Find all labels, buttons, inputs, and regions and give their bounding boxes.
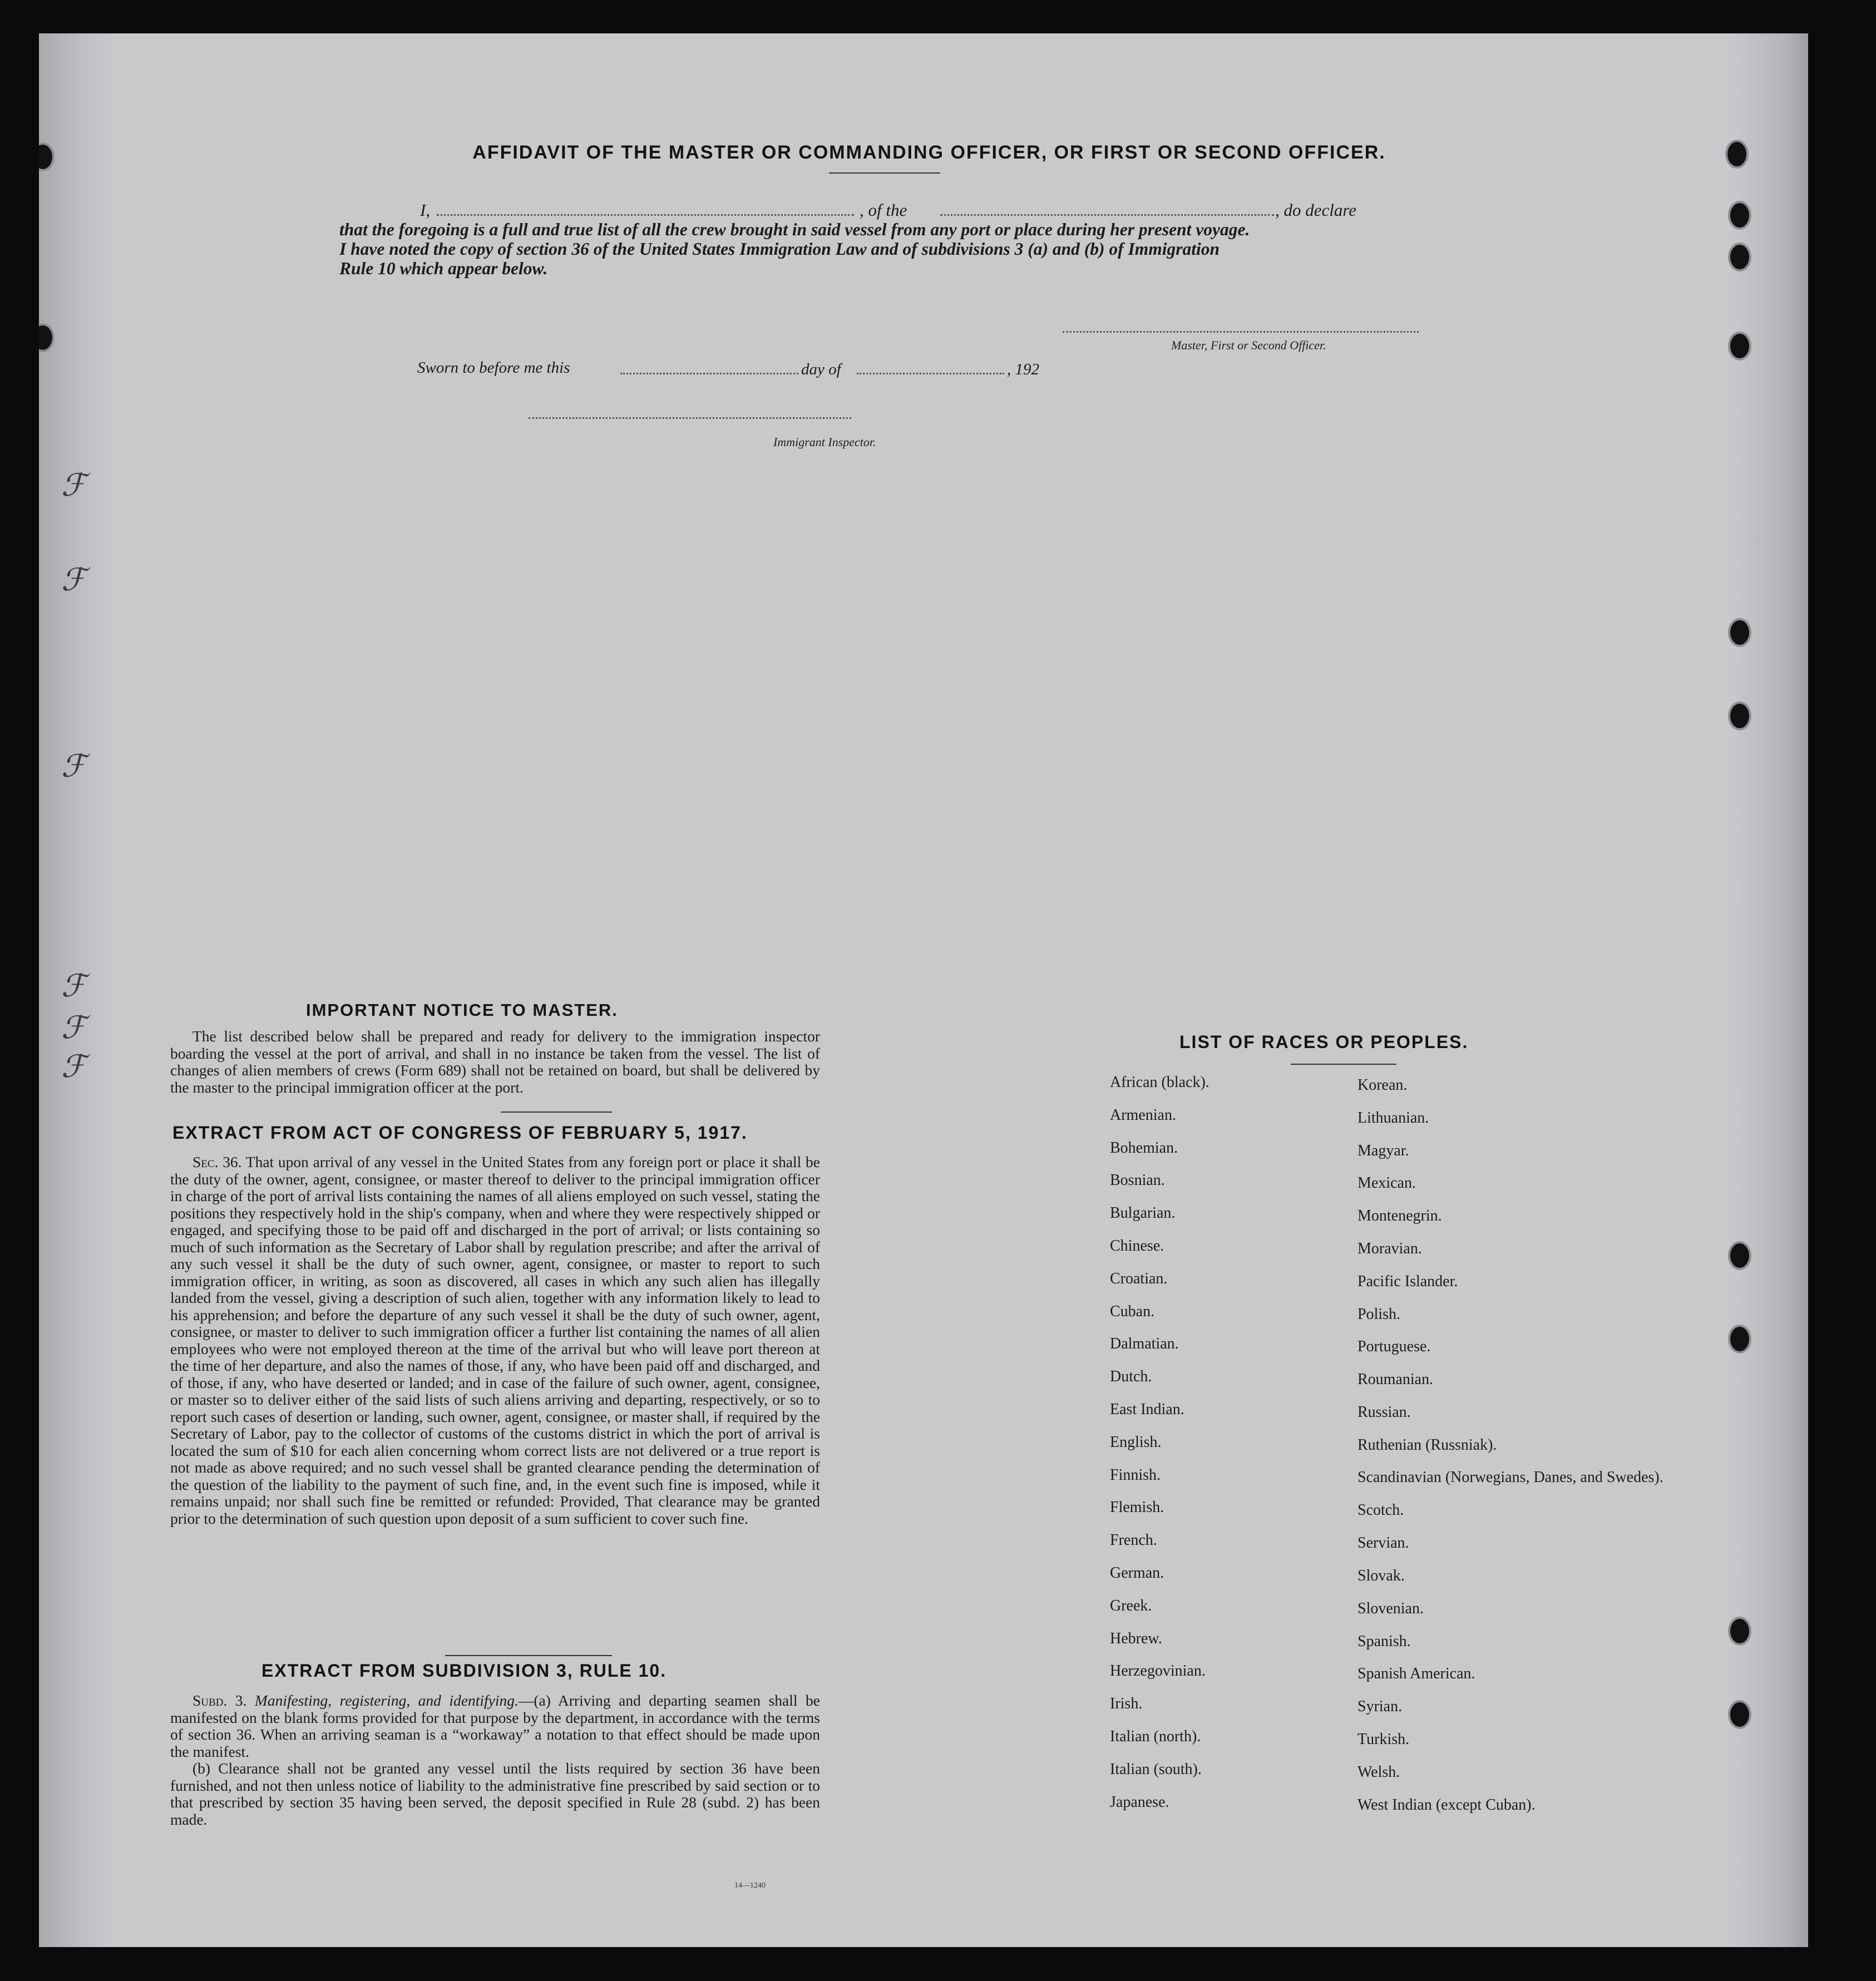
- race-item: Herzegovinian.: [1110, 1662, 1206, 1680]
- race-item: Italian (south).: [1110, 1760, 1202, 1778]
- affidavit-title: AFFIDAVIT OF THE MASTER OR COMMANDING OFFICER, OR FIRST OR SECOND OFFICER.: [472, 142, 1386, 163]
- subd-title: Manifesting, registering, and identifying.: [254, 1692, 519, 1709]
- race-item: Spanish.: [1357, 1632, 1411, 1650]
- race-item: Armenian.: [1110, 1106, 1176, 1124]
- binder-hole: [1730, 704, 1749, 728]
- notice-paragraph: The list described below shall be prepared and ready for delivery to the immigration inspector boarding the vessel at the port of arrival, and shall in no instance be taken from the vessel. The list of changes of alien members of crews (Form 689) shall not be retained on board, but shall be delivered by the master to the principal immigration officer at the port.: [170, 1027, 820, 1096]
- title-divider: [829, 172, 940, 174]
- race-item: African (black).: [1110, 1074, 1209, 1091]
- race-item: Japanese.: [1110, 1793, 1169, 1811]
- margin-mark: ℱ: [61, 968, 86, 1004]
- affidavit-line-2: that the foregoing is a full and true list of all the crew brought in said vessel from any port or place during her present voyage.: [339, 220, 1250, 239]
- race-item: Bohemian.: [1110, 1139, 1178, 1157]
- notice-text: [170, 1028, 820, 1096]
- page-right-edge: [1730, 33, 1808, 1947]
- officer-caption: Master, First or Second Officer.: [1171, 338, 1326, 352]
- rule-paragraph-a: —(a) Arriving and departing seamen shall be manifested on the blank forms provided for that purpose by the department, in accordance with the terms of section 36. When an arriving seaman is a “workaway” a notation to that effect should be made upon the manifest.: [170, 1692, 820, 1760]
- form-number: 14—1240: [734, 1881, 766, 1890]
- i-label: I,: [420, 200, 431, 220]
- margin-mark: ℱ: [61, 1049, 86, 1085]
- race-item: Welsh.: [1357, 1763, 1400, 1781]
- race-item: Finnish.: [1110, 1466, 1161, 1484]
- rule-heading: EXTRACT FROM SUBDIVISION 3, RULE 10.: [261, 1661, 667, 1681]
- race-item: Italian (north).: [1110, 1727, 1201, 1745]
- races-heading: LIST OF RACES OR PEOPLES.: [1179, 1032, 1469, 1052]
- race-item: Lithuanian.: [1357, 1109, 1429, 1127]
- race-item: Montenegrin.: [1357, 1207, 1442, 1225]
- rule-paragraph-b: (b) Clearance shall not be granted any vessel until the lists required by section 36 have been furnished, and not then unless notice of liability to the administrative fine prescribed by said section or to that prescribed by section 35 having been served, the deposit specified in Rule 28 (subd. 2) has been made.: [170, 1760, 820, 1828]
- act-text: [170, 1154, 820, 1527]
- race-item: Bosnian.: [1110, 1172, 1165, 1189]
- margin-mark: ℱ: [61, 467, 86, 503]
- race-item: Korean.: [1357, 1076, 1408, 1094]
- margin-mark: ℱ: [61, 1010, 86, 1046]
- of-the-label: , of the: [860, 200, 907, 220]
- act-paragraph: That upon arrival of any vessel in the United States from any foreign port or place it shall be the duty of the owner, agent, consignee, or master thereof to deliver to the principal immigration officer in charge of the port of arrival lists containing the names of all aliens employed on such vessel, stating the positions they respectively hold in the ship's company, when and where they were respectively shipped or engaged, and specifying those to be paid off and discharged in the port of arrival; or lists containing so much of such information as the Secretary of Labor shall by regulation prescribe; and after the arrival of any such vessel it shall be the duty of such owner, agent, consignee, or master to report to such immigration officer, in writing, as soon as discovered, all cases in which any such alien has illegally landed from the vessel, giving a description of such alien, together with any information likely to lead to his apprehension; and before the departure of any such vessel it shall be the duty of such owner, agent, consignee, or master to deliver to such immigration officer a further list containing the names of all alien employees who were not employed thereon at the time of the arrival but who will leave port thereon at the time of her departure, and also the names of those, if any, who have been paid off and discharged, and of those, if any, who have deserted or landed; and in case of the failure of such owner, agent, consignee, or master so to deliver either of the said lists of such aliens arriving and departing, respectively, or so to report such cases of desertion or landing, such owner, agent, consignee, or master shall, if required by the Secretary of Labor, pay to the collector of customs of the customs district in which the port of arrival is located the sum of $10 for each alien concerning whom correct lists are not delivered or a true report is not made as above required; and no such vessel shall be granted clearance pending the determination of the question of the liability to the payment of such fine, and, in the event such fine is imposed, while it remains unpaid; nor shall such fine be remitted or refunded: Provided, That clearance may be granted prior to the determination of such question upon deposit of a sum sufficient to cover such fine.: [170, 1153, 820, 1527]
- race-item: Irish.: [1110, 1695, 1143, 1713]
- race-item: Portuguese.: [1357, 1338, 1431, 1356]
- race-item: French.: [1110, 1532, 1157, 1549]
- race-item: German.: [1110, 1564, 1164, 1582]
- binder-hole: [1730, 334, 1749, 358]
- race-item: Scandinavian (Norwegians, Danes, and Swedes).: [1357, 1468, 1663, 1486]
- race-item: Spanish American.: [1357, 1665, 1475, 1683]
- race-item: Cuban.: [1110, 1302, 1155, 1320]
- binder-hole: [1730, 1327, 1749, 1351]
- do-declare-label: , do declare: [1275, 200, 1357, 220]
- race-item: Magyar.: [1357, 1142, 1409, 1159]
- day-of-label: day of: [801, 360, 841, 378]
- race-item: Dalmatian.: [1110, 1335, 1179, 1353]
- race-item: Russian.: [1357, 1403, 1411, 1421]
- race-item: East Indian.: [1110, 1400, 1184, 1418]
- sworn-day-field[interactable]: [620, 373, 798, 374]
- race-item: Roumanian.: [1357, 1371, 1434, 1389]
- name-field[interactable]: [437, 214, 854, 216]
- race-item: Syrian.: [1357, 1698, 1403, 1716]
- sworn-month-field[interactable]: [857, 373, 1004, 374]
- affidavit-line-4: Rule 10 which appear below.: [339, 259, 548, 278]
- race-item: Polish.: [1357, 1305, 1401, 1323]
- sworn-label: Sworn to before me this: [417, 359, 570, 377]
- race-item: Flemish.: [1110, 1499, 1164, 1516]
- race-item: Chinese.: [1110, 1237, 1164, 1254]
- binder-hole: [1730, 203, 1749, 228]
- year-label: , 192: [1007, 360, 1039, 378]
- race-item: Croatian.: [1110, 1269, 1168, 1287]
- race-item: English.: [1110, 1433, 1162, 1451]
- binder-hole: [1730, 1702, 1749, 1727]
- officer-signature-field[interactable]: [1063, 331, 1419, 333]
- act-divider: [445, 1655, 612, 1656]
- margin-mark: ℱ: [61, 562, 86, 598]
- race-item: Scotch.: [1357, 1501, 1404, 1519]
- race-item: Pacific Islander.: [1357, 1272, 1458, 1290]
- race-item: Bulgarian.: [1110, 1204, 1176, 1222]
- races-divider: [1291, 1064, 1396, 1065]
- race-item: Greek.: [1110, 1597, 1152, 1614]
- binder-hole: [1730, 620, 1749, 645]
- race-item: Turkish.: [1357, 1730, 1410, 1748]
- notice-heading: IMPORTANT NOTICE TO MASTER.: [306, 1000, 618, 1020]
- section-label: Sec. 36.: [192, 1153, 242, 1170]
- race-item: West Indian (except Cuban).: [1357, 1796, 1536, 1814]
- race-item: Mexican.: [1357, 1174, 1416, 1192]
- race-item: Hebrew.: [1110, 1629, 1162, 1647]
- act-heading: EXTRACT FROM ACT OF CONGRESS OF FEBRUARY 5, 1917.: [172, 1123, 748, 1143]
- race-item: Dutch.: [1110, 1368, 1152, 1386]
- race-item: Slovenian.: [1357, 1599, 1424, 1617]
- notice-divider: [501, 1111, 612, 1113]
- vessel-field[interactable]: [940, 214, 1274, 216]
- races-right-column: [1357, 1076, 1663, 1829]
- race-item: Ruthenian (Russniak).: [1357, 1436, 1497, 1454]
- races-left-column: [1110, 1074, 1209, 1826]
- binder-hole: [1730, 1619, 1749, 1643]
- race-item: Moravian.: [1357, 1239, 1422, 1257]
- subd-label: Subd. 3.: [192, 1692, 247, 1709]
- binder-hole: [1727, 142, 1746, 166]
- inspector-caption: Immigrant Inspector.: [773, 435, 876, 449]
- affidavit-line-3: I have noted the copy of section 36 of the United States Immigration Law and of subdivisions 3 (a) and (b) of Immigration: [339, 239, 1220, 259]
- margin-mark: ℱ: [61, 748, 86, 784]
- document-page: [39, 33, 1808, 1947]
- binder-hole: [1730, 245, 1749, 269]
- race-item: Slovak.: [1357, 1567, 1405, 1584]
- race-item: Servian.: [1357, 1534, 1409, 1552]
- inspector-signature-field[interactable]: [529, 417, 851, 419]
- binder-hole: [1730, 1243, 1749, 1268]
- rule-text: [170, 1692, 820, 1828]
